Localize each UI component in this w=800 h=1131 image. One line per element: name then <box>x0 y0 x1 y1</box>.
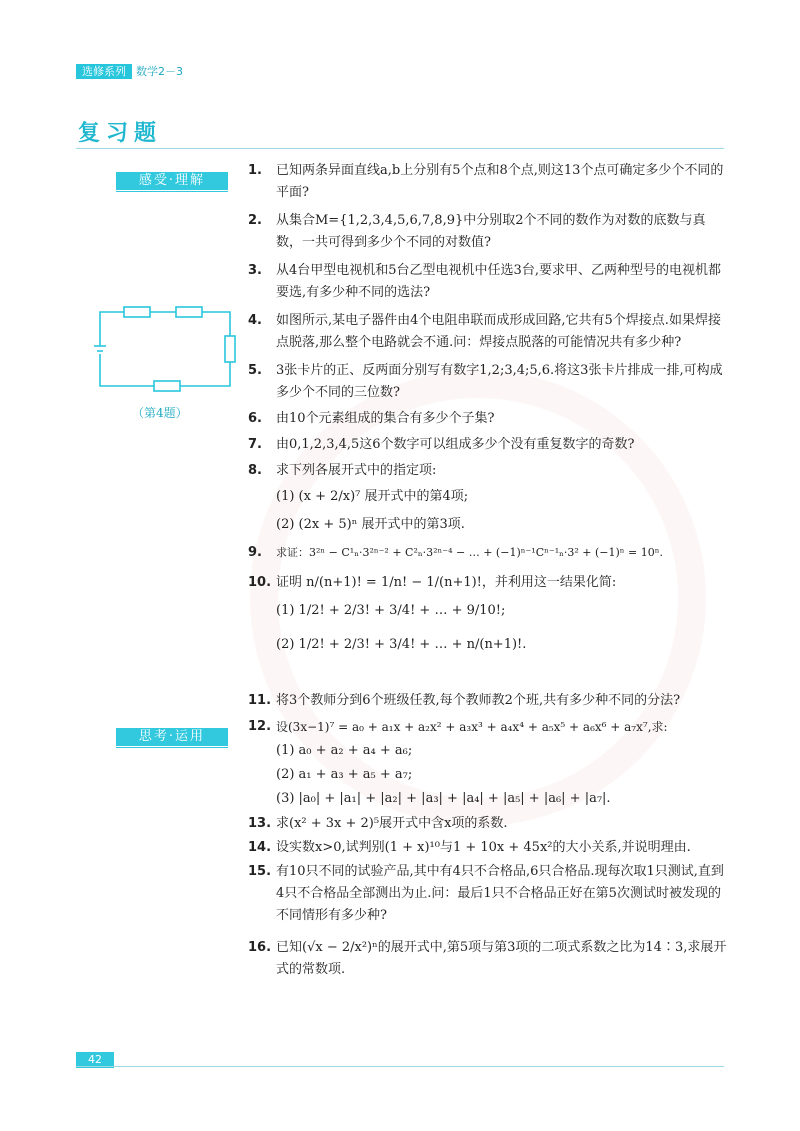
problem-text: 3张卡片的正、反两面分别写有数字1,2;3,4;5,6.将这3张卡片排成一排,可构成多少个不同的三位数? <box>276 363 723 400</box>
problem-text: 已知两条异面直线a,b上分别有5个点和8个点,则这13个点可确定多少个不同的平面? <box>276 163 724 200</box>
page-title: 复习题 <box>78 121 163 146</box>
problem-item <box>248 716 728 811</box>
figure-caption: （第4题） <box>132 406 188 420</box>
problem-item <box>248 160 728 204</box>
problem-text: 从集合M={1,2,3,4,5,6,7,8,9}中分别取2个不同的数作为对数的底数与真数，一共可得到多少个不同的对数值? <box>276 213 706 250</box>
problem-text: 由0,1,2,3,4,5这6个数字可以组成多少个没有重复数字的奇数? <box>276 437 635 452</box>
problem-item <box>248 460 728 538</box>
problem-number: 1. <box>248 163 262 178</box>
problem-item <box>248 408 728 430</box>
title-divider <box>76 148 724 149</box>
problem-item <box>248 937 728 981</box>
problem-number: 11. <box>248 693 272 708</box>
problem-text: 从4台甲型电视机和5台乙型电视机中任选3台,要求甲、乙两种型号的电视机都要选,有多少种不同的选法? <box>276 263 721 300</box>
problem-number: 9. <box>248 545 262 560</box>
problem-number: 8. <box>248 463 262 478</box>
problem-number: 13. <box>248 816 272 831</box>
problem-text: 有10只不同的试验产品,其中有4只不合格品,6只合格品.现每次取1只测试,直到4只不合格品全部测出为止.问：最后1只不合格品正好在第5次测试时被发现的不同情形有多少种? <box>276 864 724 923</box>
section-underline <box>116 191 228 192</box>
problem-item <box>248 813 728 835</box>
problem-number: 4. <box>248 313 262 328</box>
section-tag-understanding: 感受·理解 <box>116 172 228 190</box>
problem-number: 15. <box>248 864 272 879</box>
section-underline <box>116 747 228 748</box>
problem-item <box>248 861 728 927</box>
problem-item <box>248 210 728 254</box>
subproblem: (2) (2x + 5)ⁿ 展开式中的第3项. <box>276 517 465 532</box>
problem-item <box>248 837 728 859</box>
problem-number: 2. <box>248 213 262 228</box>
problem-text: 已知(√x − 2/x²)ⁿ的展开式中,第5项与第3项的二项式系数之比为14∶3,求展开式的常数项. <box>276 940 727 977</box>
problem-text: 求下列各展开式中的指定项: <box>276 463 437 478</box>
problem-number: 14. <box>248 840 272 855</box>
problem-list <box>248 160 728 981</box>
subproblem: (1) a₀ + a₂ + a₄ + a₆; <box>276 743 413 758</box>
problem-text: 如图所示,某电子器件由4个电阻串联而成形成回路,它共有5个焊接点.如果焊接点脱落,那么整个电路就会不通.问：焊接点脱落的可能情况共有多少种? <box>276 313 721 350</box>
problem-item <box>248 690 728 712</box>
problem-text: 求证：3²ⁿ − C¹ₙ·3²ⁿ⁻² + C²ₙ·3²ⁿ⁻⁴ − … + (−1)ⁿ⁻¹Cⁿ⁻¹ₙ·3² + (−1)ⁿ = 10ⁿ. <box>276 546 663 559</box>
footer-divider <box>76 1066 724 1067</box>
page-number: 42 <box>76 1052 114 1068</box>
problem-item <box>248 572 728 662</box>
section-tag-application: 思考·运用 <box>116 728 228 746</box>
running-header <box>76 64 204 79</box>
book-label: 数学2－3 <box>136 65 183 78</box>
problem-number: 7. <box>248 437 262 452</box>
problem-number: 10. <box>248 575 272 590</box>
problem-text: 将3个教师分到6个班级任教,每个教师教2个班,共有多少种不同的分法? <box>276 693 681 708</box>
subproblem: (2) 1/2! + 2/3! + 3/4! + … + n/(n+1)!. <box>276 637 527 652</box>
problem-text: 由10个元素组成的集合有多少个子集? <box>276 411 495 426</box>
problem-item <box>248 542 728 564</box>
problem-number: 12. <box>248 719 272 734</box>
problem-number: 5. <box>248 363 262 378</box>
problem-text: 证明 n/(n+1)! = 1/n! − 1/(n+1)!，并利用这一结果化简: <box>276 575 617 590</box>
subproblem: (1) 1/2! + 2/3! + 3/4! + … + 9/10!; <box>276 603 506 618</box>
problem-number: 16. <box>248 940 272 955</box>
circuit-diagram <box>90 306 240 416</box>
subproblem: (1) (x + 2/x)⁷ 展开式中的第4项; <box>276 489 469 504</box>
problem-item <box>248 260 728 304</box>
problem-number: 3. <box>248 263 262 278</box>
subproblem: (2) a₁ + a₃ + a₅ + a₇; <box>276 767 413 782</box>
subproblem: (3) |a₀| + |a₁| + |a₂| + |a₃| + |a₄| + |a₅| + |a₆| + |a₇|. <box>276 791 611 806</box>
problem-text: 求(x² + 3x + 2)⁵展开式中含x项的系数. <box>276 816 508 831</box>
problem-text: 设实数x>0,试判别(1 + x)¹⁰与1 + 10x + 45x²的大小关系,并说明理由. <box>276 840 691 855</box>
problem-text: 设(3x−1)⁷ = a₀ + a₁x + a₂x² + a₃x³ + a₄x⁴ + a₅x⁵ + a₆x⁶ + a₇x⁷,求: <box>276 720 668 734</box>
problem-item <box>248 434 728 456</box>
problem-item <box>248 310 728 354</box>
series-label: 选修系列 <box>76 64 132 79</box>
problem-number: 6. <box>248 411 262 426</box>
problem-item <box>248 360 728 404</box>
